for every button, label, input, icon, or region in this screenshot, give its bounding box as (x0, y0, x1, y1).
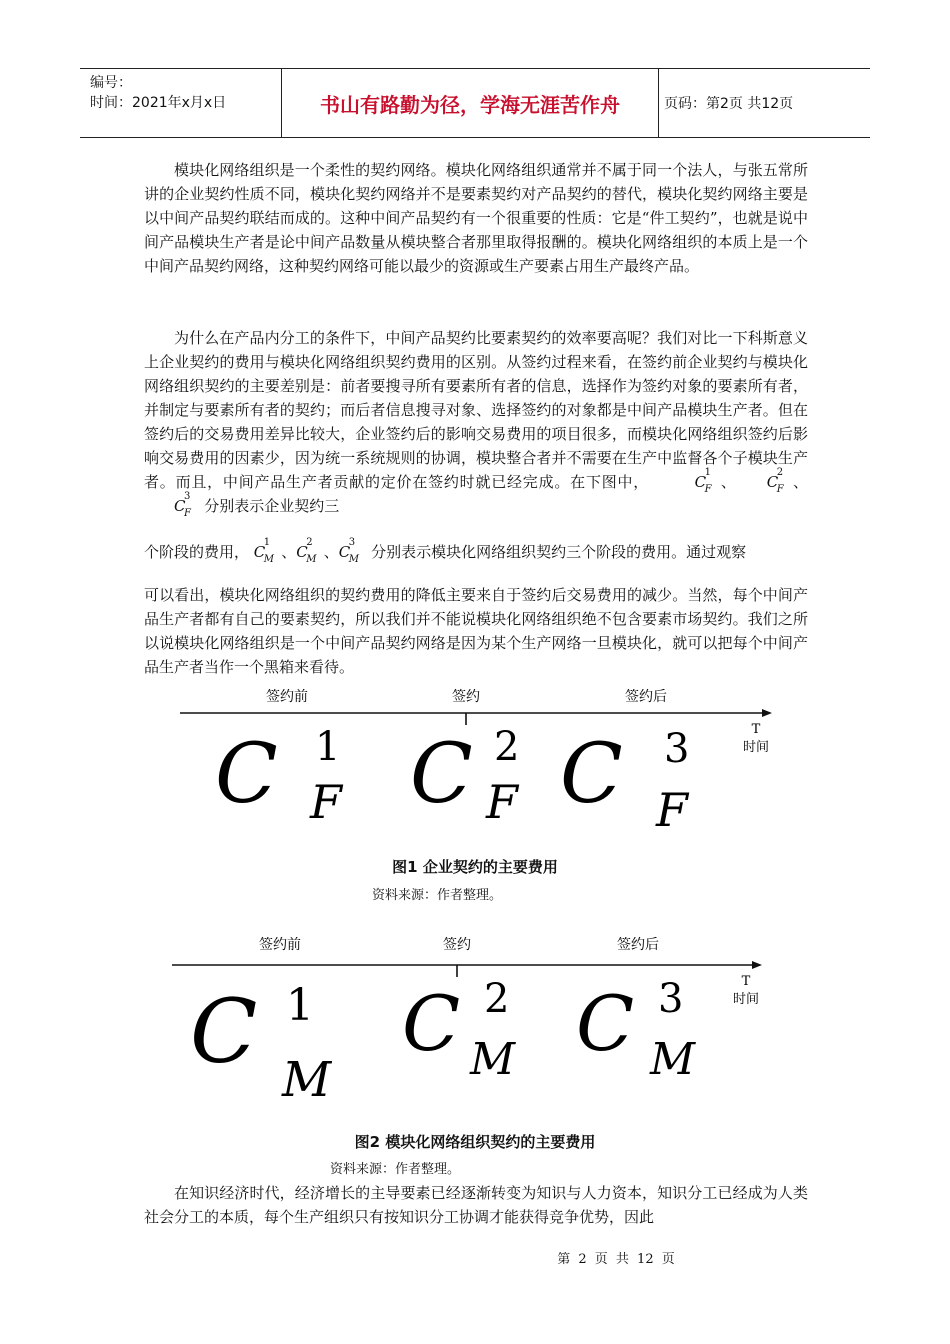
math-cm3: C 3 M (338, 537, 360, 565)
svg-text:1: 1 (286, 980, 314, 1031)
label-after: 签约后 (617, 937, 659, 953)
label-after: 签约后 (625, 689, 667, 705)
svg-text:F: F (656, 783, 688, 837)
figure-1-caption: 图1 企业契约的主要费用 (392, 858, 558, 876)
svg-text:3: 3 (664, 726, 690, 772)
svg-text:F: F (486, 775, 518, 829)
svg-text:C: C (402, 979, 461, 1068)
axis-arrow (752, 961, 762, 969)
label-time: 时间 (742, 740, 770, 755)
figure-1-diagram (0, 684, 950, 884)
paragraph-2-part-b: 分别表示企业契约三 (204, 497, 340, 515)
figure-2-diagram (0, 932, 950, 1132)
paragraph-2 (144, 326, 808, 518)
svg-text:1: 1 (315, 724, 341, 770)
svg-text:2: 2 (494, 724, 520, 770)
math-cf3: C 3 F (174, 491, 191, 519)
axis-arrow (762, 709, 772, 717)
math-cf2: C 2 F (766, 467, 784, 495)
page-footer: 第 2 页 共 12 页 (557, 1252, 675, 1267)
paragraph-2-part-a: 为什么在产品内分工的条件下，中间产品契约比要素契约的效率要高呢？我们对比一下科斯意义上企业契约的费用与模块化网络组织契约费用的区别。从签约过程来看，在签约前企业契约与模块化网络组织契约的主要差别是：前者要搜寻所有要素所有者的信息，选择作为签约对象的要素所有者，并制定与要素所有者的契约；而后者信息搜寻对象、选择签约的对象都是中间产品模块生产者。但在签约后的交易费用差异比较大，企业签约后的影响交易费用的项目很多，而模块化网络组织签约后影响交易费用的因素少，因为统一系统规则的协调，模块整合者并不需要在生产中监督各个子模块生产者。而且，中间产品生产者贡献的定价在签约时就已经完成。在下图中， (144, 329, 808, 491)
svg-text:M: M (470, 1034, 516, 1085)
svg-text:C: C (215, 727, 278, 822)
svg-text:M: M (650, 1034, 696, 1085)
paragraph-2-part-c: 个阶段的费用， (144, 543, 250, 561)
figure-2 (0, 932, 950, 1132)
math-cf-list: C 1 F 、 C 2 F 、C 3 F (144, 473, 808, 515)
symbol-cf3 (560, 726, 690, 837)
math-cm2: C 2 M (296, 537, 317, 565)
page-header (80, 68, 870, 138)
symbol-cf1 (215, 724, 344, 829)
svg-text:C: C (410, 727, 473, 822)
paragraph-1: 模块化网络组织是一个柔性的契约网络。模块化网络组织通常并不属于同一个法人，与张五常所讲的企业契约性质不同，模块化契约网络并不是要素契约对产品契约的替代，模块化契约网络主要是以中间产品契约联结而成的。这种中间产品契约有一个很重要的性质：它是“件工契约”，也就是说中间产品模块生产者是论中间产品数量从模块整合者那里取得报酬的。模块化网络组织的本质上是一个中间产品契约网络，这种契约网络可能以最少的资源或生产要素占用生产最终产品。 (144, 161, 808, 275)
math-cm-list: C 1 M 、C 2 M 、C 3 M (253, 537, 360, 565)
figure-2-source: 资料来源：作者整理。 (330, 1162, 461, 1177)
symbol-cm1 (190, 980, 333, 1108)
paragraph-2-part-d: 分别表示模块化网络组织契约三个阶段的费用。通过观察 (371, 543, 747, 561)
symbol-cm2 (402, 976, 516, 1085)
symbol-cf2 (410, 724, 520, 829)
header-motto: 书山有路勤为径，学海无涯苦作舟 (282, 69, 659, 137)
math-cm1: C 1 M (253, 537, 275, 565)
doc-date-label: 时间：2021年x月x日 (90, 95, 227, 111)
svg-text:F: F (310, 775, 342, 829)
header-meta (80, 69, 282, 137)
figure-1-source: 资料来源：作者整理。 (372, 888, 503, 903)
svg-text:3: 3 (658, 976, 684, 1022)
paragraph-2-cont (144, 537, 808, 565)
label-before: 签约前 (266, 689, 308, 705)
header-page-label: 页码：第2页 共12页 (664, 96, 794, 112)
label-before: 签约前 (259, 937, 301, 953)
paragraph-3: 在知识经济时代，经济增长的主导要素已经逐渐转变为知识与人力资本，知识分工已经成为人类社会分工的本质，每个生产组织只有按知识分工协调才能获得竞争优势，因此 (144, 1184, 808, 1226)
symbol-cm3 (576, 976, 696, 1085)
label-t: T (751, 722, 761, 737)
svg-text:M: M (282, 1052, 332, 1108)
svg-text:C: C (576, 979, 635, 1068)
paragraph-2-end: 可以看出，模块化网络组织的契约费用的降低主要来自于签约后交易费用的减少。当然，每个中间产品生产者都有自己的要素契约，所以我们并不能说模块化网络组织绝不包含要素市场契约。我们之所以说模块化网络组织是一个中间产品契约网络是因为某个生产网络一旦模块化，就可以把每个中间产品生产者当作一个黑箱来看待。 (144, 586, 808, 676)
figure-2-caption: 图2 模块化网络组织契约的主要费用 (354, 1133, 596, 1151)
svg-text:2: 2 (484, 976, 510, 1022)
label-time: 时间 (732, 992, 760, 1007)
svg-text:C: C (190, 980, 258, 1083)
math-cf1: C 1 F (694, 467, 712, 495)
label-signing: 签约 (443, 937, 471, 953)
label-t: T (741, 974, 751, 989)
label-signing: 签约 (452, 689, 480, 705)
doc-code-label: 编号： (90, 75, 132, 91)
figure-1 (0, 684, 950, 884)
svg-text:C: C (560, 727, 623, 822)
